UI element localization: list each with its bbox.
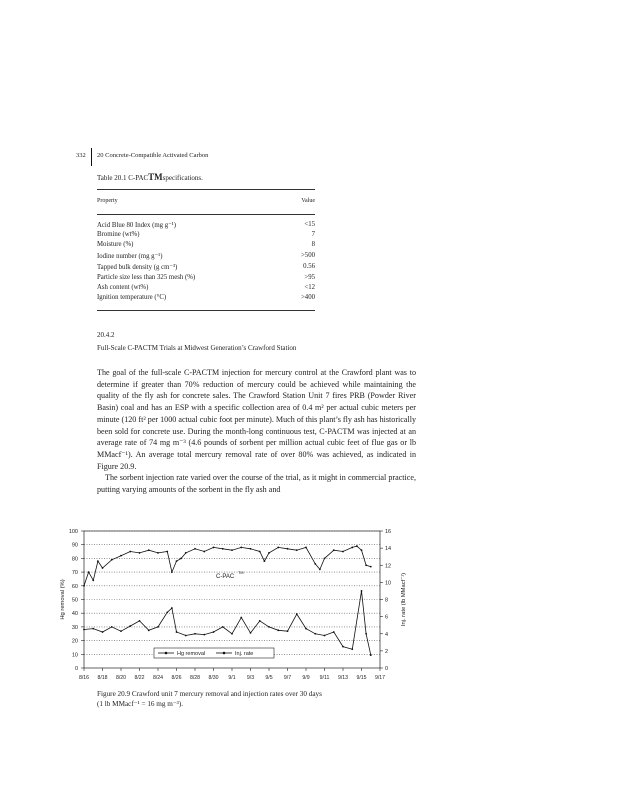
data-point xyxy=(97,560,99,562)
table-row xyxy=(97,241,315,251)
legend-label: Hg removal xyxy=(177,651,206,657)
data-point xyxy=(287,548,289,550)
table-row xyxy=(97,284,315,294)
figure-caption xyxy=(97,689,417,709)
data-point xyxy=(92,628,94,630)
data-point xyxy=(333,631,335,633)
y2-tick-label: 4 xyxy=(385,631,389,638)
y-tick-label: 100 xyxy=(68,529,78,535)
table-cell-property: Particle size less than 325 mesh (%) xyxy=(97,274,196,281)
table-header-row xyxy=(97,198,315,208)
data-point xyxy=(148,549,150,551)
table-cell-value: 0.56 xyxy=(303,263,315,270)
data-point xyxy=(194,633,196,635)
y2-tick-label: 6 xyxy=(385,614,389,621)
x-tick-label: 8/30 xyxy=(208,675,219,681)
x-tick-label: 9/17 xyxy=(374,675,386,681)
running-header: 20 Concrete-Compatible Activated Carbon xyxy=(97,152,209,159)
data-point xyxy=(185,552,187,554)
data-point xyxy=(296,549,298,551)
x-tick-label: 8/26 xyxy=(171,675,182,681)
table-cell-property: Ignition temperature (°C) xyxy=(97,294,167,301)
y2-tick-label: 8 xyxy=(385,597,389,604)
data-point xyxy=(83,629,85,631)
data-point xyxy=(305,628,307,630)
data-point xyxy=(102,567,104,569)
figure-caption-line: (1 lb MMacf⁻¹ = 16 mg m⁻³). xyxy=(97,700,184,708)
data-point xyxy=(120,630,122,632)
data-point xyxy=(361,590,363,592)
data-point xyxy=(314,563,316,565)
x-tick-label: 8/22 xyxy=(134,675,145,681)
data-point xyxy=(171,571,173,573)
column-header-value: Value xyxy=(301,198,315,204)
x-tick-label: 9/7 xyxy=(283,675,292,681)
table-row xyxy=(97,252,315,262)
table-cell-value: >95 xyxy=(304,274,315,281)
data-point xyxy=(83,585,85,587)
table-cell-property: Bromine (wt%) xyxy=(97,231,140,238)
legend-marker xyxy=(223,652,226,655)
section-number: 20.4.2 xyxy=(97,331,115,339)
data-point xyxy=(240,547,242,549)
table-bottom-rule xyxy=(97,310,315,311)
y-tick-label: 20 xyxy=(71,638,78,645)
data-point xyxy=(319,568,321,570)
x-tick-label: 9/9 xyxy=(302,675,310,681)
data-point xyxy=(222,626,224,628)
y-axis-label: Hg removal (%) xyxy=(60,579,66,620)
x-tick-label: 8/24 xyxy=(152,675,164,681)
column-header-property: Property xyxy=(97,198,118,204)
data-point xyxy=(342,646,344,648)
data-point xyxy=(180,558,182,560)
data-point xyxy=(194,548,196,550)
table-cell-value: 8 xyxy=(311,241,315,248)
table-top-rule xyxy=(97,189,315,190)
data-point xyxy=(203,551,205,553)
mercury-removal-chart xyxy=(50,522,420,684)
data-point xyxy=(361,549,363,551)
data-point xyxy=(231,633,233,635)
header-divider xyxy=(91,148,92,166)
data-point xyxy=(213,547,215,549)
y2-tick-label: 12 xyxy=(385,563,392,570)
table-caption-suffix: specifications. xyxy=(162,174,203,182)
data-point xyxy=(176,560,178,562)
paragraph: The sorbent injection rate varied over the course of the trial, as it might in commercial practice, putting varying amounts of the sorbent in the fly ash and xyxy=(97,473,416,495)
data-point xyxy=(240,617,242,619)
data-point xyxy=(351,648,353,650)
data-point xyxy=(333,549,335,551)
y2-tick-label: 16 xyxy=(385,529,392,535)
table-cell-property: Ash content (wt%) xyxy=(97,284,149,291)
table-cell-value: >400 xyxy=(300,294,315,301)
data-point xyxy=(259,620,261,622)
y-tick-label: 90 xyxy=(71,542,78,549)
data-point xyxy=(231,549,233,551)
data-point xyxy=(314,633,316,635)
data-point xyxy=(185,635,187,637)
data-point xyxy=(356,545,358,547)
x-tick-label: 8/20 xyxy=(115,675,127,681)
data-point xyxy=(139,552,141,554)
table-caption xyxy=(97,172,203,182)
data-point xyxy=(263,560,265,562)
y-tick-label: 0 xyxy=(74,666,78,672)
body-text xyxy=(97,367,416,496)
y2-axis-label: Inj. rate (lb MMacf⁻¹) xyxy=(401,572,407,627)
y2-tick-label: 2 xyxy=(385,648,389,655)
table-cell-property: Acid Blue 80 Index (mg g⁻¹) xyxy=(97,222,177,229)
y-tick-label: 10 xyxy=(71,652,78,659)
data-point xyxy=(370,654,372,656)
chart-annotation-tm: TM xyxy=(238,571,244,575)
x-tick-label: 9/1 xyxy=(228,675,236,681)
data-point xyxy=(111,626,113,628)
table-cell-property: Moisture (%) xyxy=(97,241,134,248)
table-row xyxy=(97,263,315,273)
data-point xyxy=(157,626,159,628)
table-row xyxy=(97,294,315,304)
data-point xyxy=(129,625,131,627)
x-tick-label: 9/3 xyxy=(246,675,255,681)
trademark-mark: TM xyxy=(148,172,163,182)
x-tick-label: 9/13 xyxy=(337,675,349,681)
data-point xyxy=(102,631,104,633)
data-point xyxy=(120,555,122,557)
y2-tick-label: 0 xyxy=(385,666,389,672)
data-point xyxy=(324,635,326,637)
data-point xyxy=(92,579,94,581)
page-number: 332 xyxy=(76,152,86,159)
legend-marker xyxy=(165,652,168,655)
data-point xyxy=(157,552,159,554)
y-tick-label: 70 xyxy=(71,570,78,577)
x-tick-label: 9/11 xyxy=(319,675,330,681)
table-row xyxy=(97,274,315,284)
data-point xyxy=(365,633,367,635)
table-row xyxy=(97,221,315,231)
table-cell-value: <15 xyxy=(304,221,315,228)
table-header-rule xyxy=(97,214,315,215)
data-point xyxy=(287,630,289,632)
data-point xyxy=(305,547,307,549)
x-tick-label: 9/5 xyxy=(265,675,273,681)
data-point xyxy=(88,571,90,573)
data-point xyxy=(213,631,215,633)
paragraph: The goal of the full-scale C-PACTM injection for mercury control at the Crawford plant was to determine if greater than 70% reduction of mercury could be achieved while maintaining the quality of the fly ash for concrete sales. The Crawford Station Unit 7 fires PRB (Powder River Basin) coal and has an ESP with a specific collection area of 0.4 m² per actual cubic meters per minute (120 ft² per 1000 actual cubic foot per minute). Much of this plant’s fly ash has historically been sold for concrete use. During the month-long continuous test, C-PACTM was injected at an average rate of 74 mg m⁻³ (4.6 pounds of sorbent per million actual cubic feet of flue gas or lb MMacf⁻¹). An average total mercury removal rate of over 80% was achieved, as indicated in Figure 20.9. xyxy=(97,368,416,471)
table-cell-property: Tapped bulk density (g cm⁻³) xyxy=(97,264,178,271)
data-point xyxy=(351,547,353,549)
table-row xyxy=(97,231,315,241)
series-line-inj-rate xyxy=(84,591,371,655)
y-tick-label: 40 xyxy=(71,611,78,618)
data-point xyxy=(365,564,367,566)
data-point xyxy=(324,558,326,560)
table-caption-prefix: Table 20.1 C-PAC xyxy=(97,174,149,182)
table-cell-value: >500 xyxy=(300,252,315,259)
data-point xyxy=(370,566,372,568)
x-tick-label: 8/16 xyxy=(78,675,90,681)
data-point xyxy=(166,551,168,553)
section-title: Full-Scale C-PACTM Trials at Midwest Generation’s Crawford Station xyxy=(97,344,297,352)
chart-annotation: C-PAC xyxy=(216,574,235,580)
data-point xyxy=(250,548,252,550)
data-point xyxy=(111,559,113,561)
data-point xyxy=(129,551,131,553)
data-point xyxy=(171,607,173,609)
data-point xyxy=(250,632,252,634)
x-tick-label: 8/18 xyxy=(97,675,108,681)
data-point xyxy=(296,613,298,615)
y-tick-label: 50 xyxy=(71,597,78,604)
data-point xyxy=(176,631,178,633)
x-tick-label: 9/15 xyxy=(356,675,367,681)
legend-label: Inj. rate xyxy=(235,651,254,657)
y-tick-label: 30 xyxy=(71,624,78,631)
figure-caption-line: Figure 20.9 Crawford unit 7 mercury removal and injection rates over 30 days xyxy=(97,690,322,698)
data-point xyxy=(203,634,205,636)
y-tick-label: 60 xyxy=(71,583,78,590)
data-point xyxy=(277,547,279,549)
data-point xyxy=(268,626,270,628)
data-point xyxy=(259,551,261,553)
y2-tick-label: 10 xyxy=(385,580,392,587)
data-point xyxy=(277,629,279,631)
data-point xyxy=(166,611,168,613)
y2-tick-label: 14 xyxy=(385,546,392,553)
y-tick-label: 80 xyxy=(71,556,78,563)
data-point xyxy=(268,552,270,554)
data-point xyxy=(342,551,344,553)
table-cell-value: <12 xyxy=(304,284,315,291)
data-point xyxy=(222,548,224,550)
table-cell-value: 7 xyxy=(311,231,315,238)
data-point xyxy=(139,620,141,622)
x-tick-label: 8/28 xyxy=(189,675,201,681)
table-cell-property: Iodine number (mg g⁻¹) xyxy=(97,253,163,260)
data-point xyxy=(148,629,150,631)
